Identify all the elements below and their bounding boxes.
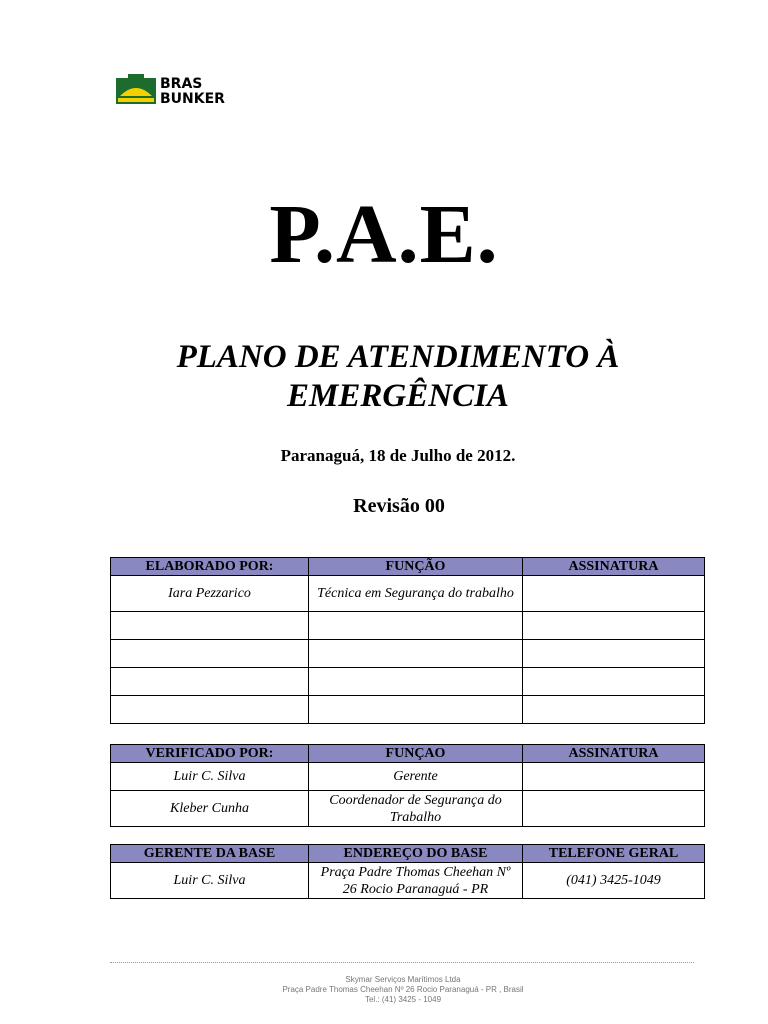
cell-role: Gerente: [309, 763, 523, 791]
footer-phone: Tel.: (41) 3425 - 1049: [364, 995, 442, 1004]
cell-role: [309, 612, 523, 640]
cell-name: [111, 668, 309, 696]
subtitle-line-2: EMERGÊNCIA: [287, 378, 509, 414]
cell-signature: [523, 668, 705, 696]
table-row: [111, 668, 705, 696]
cell-signature: [523, 763, 705, 791]
cell-name: [111, 612, 309, 640]
header-endereco-do-base: ENDEREÇO DO BASE: [309, 845, 523, 863]
cell-name: [111, 696, 309, 724]
elaborado-table: [110, 557, 705, 724]
subtitle-line-1: PLANO DE ATENDIMENTO À: [176, 339, 620, 375]
bras-bunker-logo: [114, 72, 270, 106]
logo-text-bras: BRAS: [160, 76, 203, 92]
footer-divider: [110, 962, 694, 963]
header-verificado-por: VERIFICADO POR:: [111, 745, 309, 763]
cell-name: Iara Pezzarico: [111, 576, 309, 612]
cell-role: [309, 668, 523, 696]
cell-role: [309, 640, 523, 668]
gerente-table: [110, 844, 705, 899]
cell-role: Coordenador de Segurança do Trabalho: [309, 791, 523, 827]
cell-signature: [523, 612, 705, 640]
cell-phone: (041) 3425-1049: [523, 863, 705, 899]
header-telefone-geral: TELEFONE GERAL: [523, 845, 705, 863]
cell-role: [309, 696, 523, 724]
document-date: Paranaguá, 18 de Julho de 2012.: [280, 446, 516, 465]
cell-role: Técnica em Segurança do trabalho: [309, 576, 523, 612]
cell-signature: [523, 791, 705, 827]
header-assinatura: ASSINATURA: [523, 745, 705, 763]
table-row: [111, 696, 705, 724]
table-row: [111, 576, 705, 612]
document-revision: Revisão 00: [353, 495, 445, 517]
cell-name: [111, 640, 309, 668]
cell-name: Kleber Cunha: [111, 791, 309, 827]
cell-signature: [523, 696, 705, 724]
cell-manager: Luir C. Silva: [111, 863, 309, 899]
table-row: [111, 763, 705, 791]
document-title: P.A.E.: [269, 188, 499, 281]
header-funcao: FUNÇÃO: [309, 558, 523, 576]
header-funcao: FUNÇAO: [309, 745, 523, 763]
table-row: [111, 863, 705, 899]
table-row: [111, 640, 705, 668]
logo-text-bunker: BUNKER: [160, 91, 225, 106]
footer: [0, 975, 768, 1005]
header-gerente-da-base: GERENTE DA BASE: [111, 845, 309, 863]
verificado-table: [110, 744, 705, 827]
header-elaborado-por: ELABORADO POR:: [111, 558, 309, 576]
footer-address: Praça Padre Thomas Cheehan Nº 26 Rocio Paranaguá - PR , Brasil: [282, 985, 524, 994]
footer-company: Skymar Serviços Marítimos Ltda: [345, 975, 461, 984]
cell-signature: [523, 640, 705, 668]
header-assinatura: ASSINATURA: [523, 558, 705, 576]
table-row: [111, 791, 705, 827]
cell-address: Praça Padre Thomas Cheehan Nº 26 Rocio Paranaguá - PR: [309, 863, 523, 899]
document-subtitle: [0, 338, 768, 416]
cell-name: Luir C. Silva: [111, 763, 309, 791]
cell-signature: [523, 576, 705, 612]
table-row: [111, 612, 705, 640]
